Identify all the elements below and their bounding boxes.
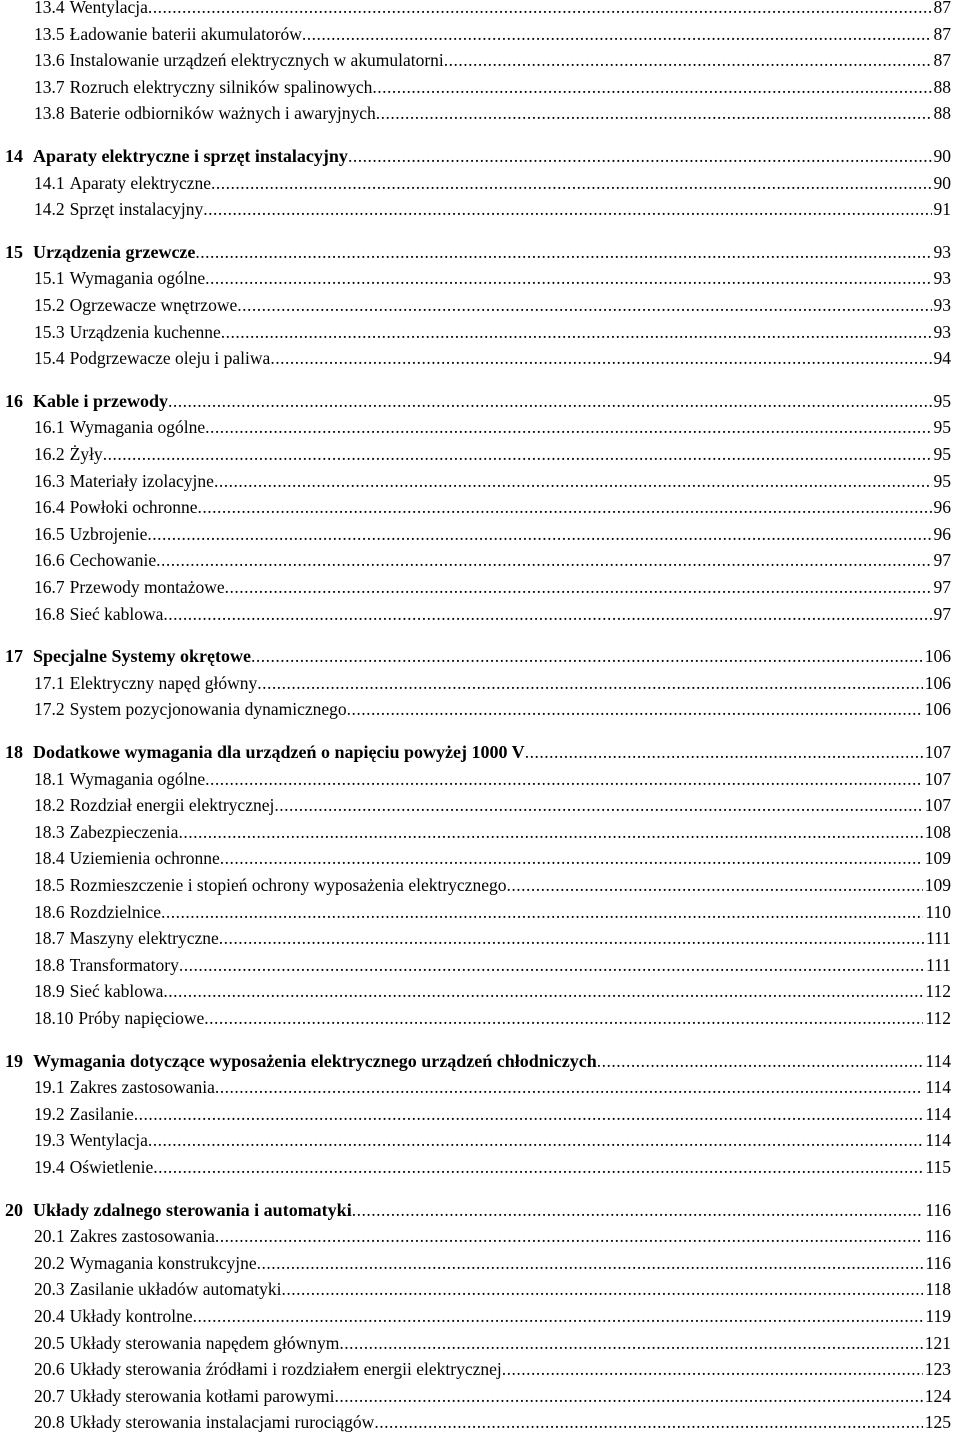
toc-dot-leader (597, 1048, 924, 1074)
toc-entry-number: 20.7 (34, 1385, 65, 1406)
toc-entry-number: 18 (5, 742, 23, 762)
toc-entry-page-number: 121 (924, 1332, 951, 1353)
toc-section-entry[interactable] (0, 1330, 951, 1356)
toc-entry-number: 14.1 (34, 172, 65, 193)
toc-entry-title: Sieć kablowa (69, 981, 164, 1002)
toc-dot-leader (161, 899, 923, 925)
toc-dot-leader (197, 494, 931, 520)
toc-entry-page-number: 93 (933, 321, 951, 342)
toc-section-entry[interactable] (0, 441, 951, 467)
toc-entry-title: Instalowanie urządzeń elektrycznych w akumulatorni (69, 50, 444, 71)
toc-dot-leader (348, 143, 932, 169)
toc-section-entry[interactable] (0, 1303, 951, 1329)
toc-entry-title: Oświetlenie (69, 1157, 154, 1177)
toc-section-entry[interactable] (0, 601, 951, 627)
toc-dot-leader (282, 1276, 924, 1302)
toc-entry-page-number: 125 (924, 1412, 951, 1433)
toc-entry-number: 15.3 (34, 321, 65, 342)
toc-section-entry[interactable] (0, 74, 951, 100)
toc-entry-number: 20.3 (34, 1279, 65, 1300)
toc-section-entry[interactable] (0, 925, 951, 951)
toc-entry-title: Uziemienia ochronne (69, 848, 220, 869)
toc-entry-number: 16 (5, 390, 23, 411)
toc-section-entry[interactable] (0, 819, 951, 845)
toc-entry-title: Uzbrojenie (69, 523, 148, 544)
toc-section-entry[interactable] (0, 1383, 951, 1409)
toc-entry-title: Wentylacja (69, 1130, 148, 1151)
toc-entry-title: Próby napięciowe (78, 1008, 205, 1028)
toc-entry-title: System pozycjonowania dynamicznego (69, 699, 347, 720)
toc-entry-number: 13.5 (34, 23, 65, 44)
toc-section-entry[interactable] (0, 670, 951, 696)
toc-entry-page-number: 97 (933, 550, 951, 571)
toc-section-entry[interactable] (0, 21, 951, 47)
toc-entry-number: 19.3 (34, 1130, 65, 1151)
toc-entry-page-number: 107 (924, 795, 951, 816)
toc-dot-leader (204, 1005, 923, 1031)
toc-entry-number: 18.10 (34, 1008, 74, 1028)
toc-dot-leader (251, 643, 923, 669)
toc-dot-leader (178, 819, 922, 845)
toc-entry-number: 13.7 (34, 76, 65, 97)
toc-section-entry[interactable] (0, 1005, 951, 1031)
toc-entry-number: 20.5 (34, 1332, 65, 1353)
toc-dot-leader (335, 1383, 923, 1409)
toc-entry-title: Wymagania ogólne (69, 768, 206, 789)
toc-dot-leader (215, 1074, 923, 1100)
toc-entry-page-number: 107 (924, 742, 951, 762)
toc-entry-title: Wymagania konstrukcyjne (69, 1252, 257, 1273)
toc-entry-title: Ogrzewacze wnętrzowe (69, 295, 238, 315)
toc-dot-leader (502, 1356, 923, 1382)
toc-entry-number: 20.6 (34, 1359, 65, 1380)
toc-dot-leader (302, 21, 932, 47)
toc-section-entry[interactable] (0, 196, 951, 222)
toc-entry-title: Żyły (69, 444, 103, 464)
toc-entry-page-number: 88 (933, 76, 951, 97)
toc-entry-page-number: 114 (925, 1077, 951, 1098)
toc-entry-page-number: 115 (925, 1157, 951, 1177)
toc-entry-page-number: 106 (924, 699, 951, 720)
toc-dot-leader (219, 925, 924, 951)
toc-entry-page-number: 91 (933, 199, 951, 220)
toc-section-entry[interactable] (0, 0, 951, 20)
toc-dot-leader (203, 196, 931, 222)
toc-entry-page-number: 97 (933, 577, 951, 597)
toc-entry-number: 15.2 (34, 295, 65, 315)
toc-entry-title: Zasilanie układów automatyki (69, 1279, 282, 1300)
toc-entry-title: Przewody montażowe (69, 577, 225, 597)
toc-entry-title: Maszyny elektryczne (69, 928, 219, 949)
toc-chapter-entry[interactable] (0, 143, 951, 169)
toc-dot-leader (352, 1197, 924, 1223)
toc-entry-page-number: 88 (933, 103, 951, 124)
toc-dot-leader (237, 292, 931, 318)
toc-dot-leader (225, 574, 932, 600)
toc-chapter-entry[interactable] (0, 239, 951, 265)
toc-entry-page-number: 87 (933, 23, 951, 44)
toc-entry-number: 20.8 (34, 1412, 65, 1433)
toc-chapter-entry[interactable] (0, 1197, 951, 1223)
toc-dot-leader (274, 792, 922, 818)
toc-entry-title: Elektryczny napęd główny (69, 672, 258, 693)
toc-entry-number: 19.2 (34, 1103, 65, 1124)
toc-entry-page-number: 109 (924, 848, 951, 869)
toc-entry-number: 15.4 (34, 348, 65, 369)
toc-entry-page-number: 114 (925, 1050, 951, 1071)
toc-section-entry[interactable] (0, 1074, 951, 1100)
toc-entry-title: Baterie odbiorników ważnych i awaryjnych (69, 103, 376, 124)
toc-section-entry[interactable] (0, 414, 951, 440)
toc-section-entry[interactable] (0, 265, 951, 291)
toc-entry-title: Zasilanie (69, 1103, 134, 1124)
toc-entry-page-number: 93 (933, 268, 951, 289)
toc-entry-number: 16.8 (34, 603, 65, 624)
toc-section-entry[interactable] (0, 319, 951, 345)
toc-entry-title: Zakres zastosowania (69, 1226, 215, 1247)
toc-dot-leader (168, 388, 932, 414)
toc-dot-leader (376, 100, 932, 126)
toc-entry-title: Specjalne Systemy okrętowe (33, 646, 251, 667)
toc-entry-title: Sprzęt instalacyjny (69, 199, 204, 220)
toc-entry-number: 16.1 (34, 417, 65, 438)
toc-section-entry[interactable] (0, 872, 951, 898)
toc-section-entry[interactable] (0, 547, 951, 573)
toc-section-entry[interactable] (0, 1409, 951, 1435)
toc-entry-number: 18.3 (34, 821, 65, 842)
toc-entry-number: 14.2 (34, 199, 65, 220)
toc-section-entry[interactable] (0, 1101, 951, 1127)
toc-entry-page-number: 93 (933, 241, 951, 262)
toc-dot-leader (347, 696, 923, 722)
toc-section-entry[interactable] (0, 292, 951, 318)
toc-section-entry[interactable] (0, 696, 951, 722)
toc-dot-leader (220, 845, 923, 871)
toc-section-entry[interactable] (0, 899, 951, 925)
toc-entry-number: 18.5 (34, 875, 65, 895)
toc-entry-number: 16.4 (34, 497, 65, 518)
toc-section-entry[interactable] (0, 1356, 951, 1382)
toc-entry-page-number: 107 (924, 768, 951, 789)
toc-entry-number: 16.5 (34, 523, 65, 544)
toc-entry-title: Układy zdalnego sterowania i automatyki (33, 1199, 352, 1220)
toc-section-entry[interactable] (0, 521, 951, 547)
toc-dot-leader (374, 1409, 922, 1435)
toc-chapter-entry[interactable] (0, 388, 951, 414)
toc-dot-leader (147, 521, 931, 547)
toc-dot-leader (506, 872, 922, 898)
toc-dot-leader (153, 1154, 923, 1180)
toc-section-entry[interactable] (0, 494, 951, 520)
toc-entry-page-number: 96 (933, 497, 951, 518)
toc-entry-page-number: 116 (925, 1252, 951, 1273)
toc-entry-number: 20 (5, 1199, 23, 1220)
toc-entry-page-number: 94 (933, 348, 951, 369)
toc-entry-number: 17.2 (34, 699, 65, 720)
toc-entry-page-number: 123 (924, 1359, 951, 1380)
toc-entry-number: 16.6 (34, 550, 65, 571)
toc-entry-page-number: 124 (924, 1385, 951, 1406)
toc-entry-page-number: 93 (933, 295, 951, 315)
toc-entry-title: Wymagania ogólne (69, 417, 206, 438)
toc-entry-title: Zakres zastosowania (69, 1077, 215, 1098)
toc-entry-number: 17.1 (34, 672, 65, 693)
toc-dot-leader (195, 239, 931, 265)
toc-entry-number: 13.4 (34, 0, 65, 17)
toc-dot-leader (148, 1127, 923, 1153)
toc-dot-leader (205, 265, 931, 291)
toc-entry-number: 20.2 (34, 1252, 65, 1273)
toc-dot-leader (179, 952, 924, 978)
toc-entry-number: 19.1 (34, 1077, 65, 1098)
toc-entry-title: Układy sterowania źródłami i rozdziałem energii elektrycznej (69, 1359, 502, 1380)
toc-entry-page-number: 106 (924, 672, 951, 693)
toc-entry-title: Ładowanie baterii akumulatorów (69, 23, 302, 44)
toc-section-entry[interactable] (0, 792, 951, 818)
toc-entry-page-number: 116 (925, 1199, 951, 1220)
toc-entry-page-number: 96 (933, 523, 951, 544)
toc-section-entry[interactable] (0, 1250, 951, 1276)
toc-entry-page-number: 116 (925, 1226, 951, 1247)
toc-entry-title: Cechowanie (69, 550, 157, 571)
toc-entry-number: 16.2 (34, 444, 65, 464)
toc-entry-title: Urządzenia grzewcze (33, 241, 196, 262)
toc-entry-page-number: 90 (933, 172, 951, 193)
toc-section-entry[interactable] (0, 1154, 951, 1180)
toc-entry-title: Wymagania dotyczące wyposażenia elektrycznego urządzeń chłodniczych (33, 1050, 597, 1071)
toc-entry-title: Układy sterowania instalacjami rurociągów (69, 1412, 375, 1433)
toc-dot-leader (193, 1303, 924, 1329)
toc-entry-page-number: 111 (926, 928, 951, 949)
toc-entry-title: Podgrzewacze oleju i paliwa (69, 348, 271, 369)
toc-entry-number: 18.1 (34, 768, 65, 789)
toc-entry-page-number: 108 (924, 821, 951, 842)
toc-dot-leader (163, 601, 931, 627)
toc-entry-title: Zabezpieczenia (69, 821, 179, 842)
toc-entry-page-number: 95 (933, 417, 951, 438)
toc-dot-leader (214, 468, 932, 494)
toc-entry-title: Sieć kablowa (69, 603, 164, 624)
toc-entry-number: 18.2 (34, 795, 65, 816)
toc-section-entry[interactable] (0, 952, 951, 978)
toc-entry-number: 13.8 (34, 103, 65, 124)
toc-chapter-entry[interactable] (0, 1048, 951, 1074)
toc-dot-leader (257, 1250, 924, 1276)
toc-entry-page-number: 90 (933, 146, 951, 166)
toc-entry-number: 20.1 (34, 1226, 65, 1247)
toc-entry-page-number: 110 (925, 901, 951, 922)
toc-dot-leader (134, 1101, 924, 1127)
toc-dot-leader (372, 74, 931, 100)
toc-entry-number: 15.1 (34, 268, 65, 289)
toc-entry-number: 14 (5, 146, 23, 166)
toc-entry-title: Kable i przewody (33, 390, 168, 411)
toc-entry-page-number: 106 (924, 646, 951, 667)
toc-section-entry[interactable] (0, 47, 951, 73)
toc-entry-page-number: 109 (924, 875, 951, 895)
toc-dot-leader (103, 441, 932, 467)
toc-section-entry[interactable] (0, 574, 951, 600)
toc-entry-title: Rozdział energii elektrycznej (69, 795, 275, 816)
toc-dot-leader (205, 414, 931, 440)
toc-entry-page-number: 87 (933, 0, 951, 17)
toc-entry-number: 18.6 (34, 901, 65, 922)
toc-entry-page-number: 112 (925, 981, 951, 1002)
toc-entry-title: Powłoki ochronne (69, 497, 198, 518)
toc-chapter-entry[interactable] (0, 739, 951, 765)
toc-dot-leader (205, 766, 923, 792)
toc-entry-page-number: 114 (925, 1103, 951, 1124)
toc-section-entry[interactable] (0, 468, 951, 494)
toc-entry-title: Wymagania ogólne (69, 268, 206, 289)
toc-entry-page-number: 97 (933, 603, 951, 624)
toc-entry-number: 20.4 (34, 1306, 65, 1326)
toc-entry-page-number: 87 (933, 50, 951, 71)
toc-entry-page-number: 119 (925, 1306, 951, 1326)
toc-dot-leader (257, 670, 923, 696)
toc-entry-number: 19 (5, 1050, 23, 1071)
toc-dot-leader (211, 170, 931, 196)
toc-section-entry[interactable] (0, 978, 951, 1004)
toc-entry-title: Urządzenia kuchenne (69, 321, 221, 342)
toc-entry-title: Układy sterowania kotłami parowymi (69, 1385, 335, 1406)
toc-chapter-entry[interactable] (0, 643, 951, 669)
toc-entry-page-number: 95 (933, 390, 951, 411)
toc-entry-title: Materiały izolacyjne (69, 470, 214, 491)
toc-dot-leader (339, 1330, 922, 1356)
toc-entry-number: 18.9 (34, 981, 65, 1002)
toc-section-entry[interactable] (0, 766, 951, 792)
toc-entry-title: Rozruch elektryczny silników spalinowych (69, 76, 373, 97)
toc-entry-title: Układy sterowania napędem głównym (69, 1332, 340, 1353)
toc-entry-title: Wentylacja (69, 0, 148, 17)
toc-entry-page-number: 114 (925, 1130, 951, 1151)
toc-section-entry[interactable] (0, 1276, 951, 1302)
toc-entry-title: Rozmieszczenie i stopień ochrony wyposażenia elektrycznego (69, 875, 507, 895)
toc-entry-title: Aparaty elektryczne (69, 172, 212, 193)
toc-entry-page-number: 118 (925, 1279, 951, 1300)
toc-entry-title: Rozdzielnice (69, 901, 161, 922)
toc-entry-number: 16.7 (34, 577, 65, 597)
toc-entry-number: 18.4 (34, 848, 65, 869)
toc-entry-page-number: 95 (933, 470, 951, 491)
toc-dot-leader (156, 547, 931, 573)
toc-section-entry[interactable] (0, 345, 951, 371)
toc-dot-leader (525, 739, 923, 765)
toc-section-entry[interactable] (0, 1223, 951, 1249)
toc-entry-title: Dodatkowe wymagania dla urządzeń o napięciu powyżej 1000 V (33, 742, 525, 762)
toc-entry-number: 17 (5, 646, 23, 667)
toc-dot-leader (148, 0, 932, 20)
toc-entry-number: 19.4 (34, 1157, 65, 1177)
toc-entry-number: 15 (5, 241, 23, 262)
toc-entry-number: 13.6 (34, 50, 65, 71)
toc-dot-leader (163, 978, 923, 1004)
toc-entry-page-number: 95 (933, 444, 951, 464)
toc-dot-leader (270, 345, 931, 371)
toc-dot-leader (221, 319, 932, 345)
toc-entry-number: 18.8 (34, 954, 65, 975)
toc-entry-number: 18.7 (34, 928, 65, 949)
toc-section-entry[interactable] (0, 170, 951, 196)
toc-entry-number: 16.3 (34, 470, 65, 491)
toc-entry-page-number: 112 (925, 1008, 951, 1028)
toc-section-entry[interactable] (0, 1127, 951, 1153)
toc-dot-leader (215, 1223, 923, 1249)
toc-entry-title: Układy kontrolne (69, 1306, 193, 1326)
toc-entry-title: Transformatory (69, 954, 179, 975)
toc-section-entry[interactable] (0, 845, 951, 871)
toc-entry-page-number: 111 (926, 954, 951, 975)
toc-dot-leader (444, 47, 932, 73)
toc-entry-title: Aparaty elektryczne i sprzęt instalacyjny (33, 146, 348, 166)
toc-section-entry[interactable] (0, 100, 951, 126)
